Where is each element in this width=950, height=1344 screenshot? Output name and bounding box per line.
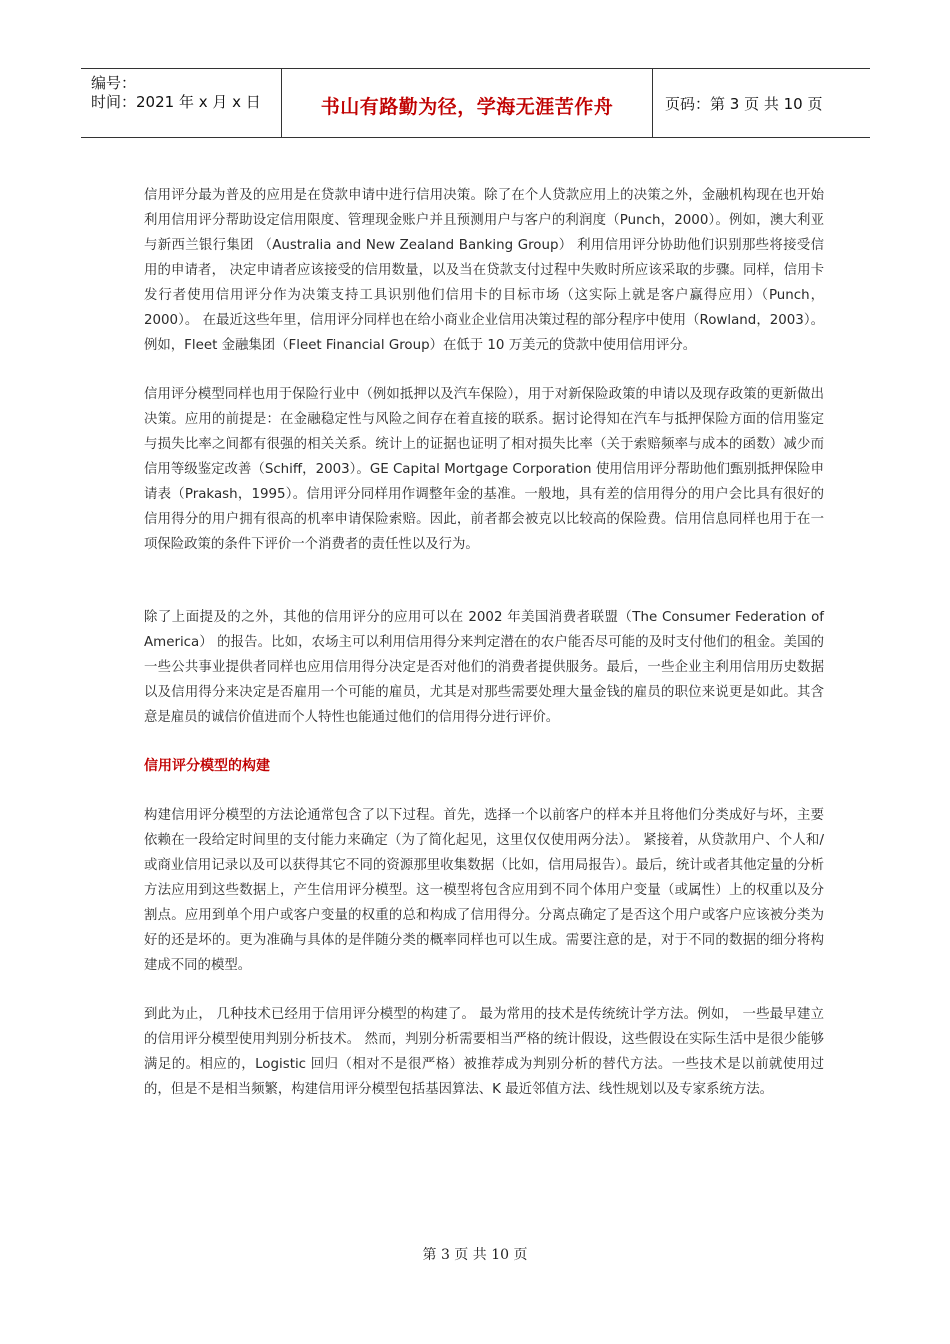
page-footer: 第 3 页 共 10 页	[422, 1247, 528, 1263]
document-time-label: 时间：2021 年 x 月 x 日	[91, 93, 261, 111]
header-page-cell	[653, 69, 870, 137]
document-body	[144, 183, 824, 1102]
paragraph-other-applications: 除了上面提及的之外，其他的信用评分的应用可以在 2002 年美国消费者联盟（The Consumer Federation of America） 的报告。比如，农场主可以利用信用得分来判定潜在的农户能否尽可能的及时支付他们的租金。美国的一些公共事业提供者同样也应用信用得分决定是否对他们的消费者提供服务。最后，一些企业主利用信用历史数据以及信用得分来决定是否雇用一个可能的雇员，尤其是对那些需要处理大量金钱的雇员的职位来说更是如此。其含意是雇员的诚信价值进而个人特性也能通过他们的信用得分进行评价。	[144, 610, 824, 725]
page-header	[81, 68, 870, 138]
paragraph-techniques: 到此为止， 几种技术已经用于信用评分模型的构建了。 最为常用的技术是传统统计学方法。例如， 一些最早建立的信用评分模型使用判别分析技术。 然而，判别分析需要相当严格的统计假设，这些假设在实际生活中是很少能够满足的。相应的，Logistic 回归（相对不是很严格）被推荐成为判别分析的替代方法。一些技术是以前就使用过的，但是不是相当频繁，构建信用评分模型包括基因算法、K 最近邻值方法、线性规划以及专家系统方法。	[144, 1007, 824, 1097]
document-number-label: 编号：	[91, 74, 137, 92]
paragraph-credit-decision: 信用评分最为普及的应用是在贷款申请中进行信用决策。除了在个人贷款应用上的决策之外，金融机构现在也开始利用信用评分帮助设定信用限度、管理现金账户并且预测用户与客户的利润度（Punch，2000）。例如，澳大利亚与新西兰银行集团 （Australia and New Zealand Banking Group） 利用信用评分协助他们识别那些将接受信用的申请者， 决定申请者应该接受的信用数量，以及当在贷款支付过程中失败时所应该采取的步骤。同样，信用卡发行者使用信用评分作为决策支持工具识别他们信用卡的目标市场（这实际上就是客户赢得应用）（Punch，2000）。 在最近这些年里，信用评分同样也在给小商业企业信用决策过程的部分程序中使用（Rowland，2003）。例如，Fleet 金融集团（Fleet Financial Group）在低于 10 万美元的贷款中使用信用评分。	[144, 188, 824, 353]
paragraph-insurance: 信用评分模型同样也用于保险行业中（例如抵押以及汽车保险），用于对新保险政策的申请以及现存政策的更新做出决策。应用的前提是：在金融稳定性与风险之间存在着直接的联系。据讨论得知在汽车与抵押保险方面的信用鉴定与损失比率之间都有很强的相关关系。统计上的证据也证明了相对损失比率（关于索赔频率与成本的函数）减少而信用等级鉴定改善（Schiff，2003）。GE Capital Mortgage Corporation 使用信用评分帮助他们甄别抵押保险申请表（Prakash，1995）。信用评分同样用作调整年金的基准。一般地，具有差的信用得分的用户会比具有很好的信用得分的用户拥有很高的机率申请保险索赔。因此，前者都会被克以比较高的保险费。信用信息同样也用于在一项保险政策的条件下评价一个消费者的责任性以及行为。	[144, 387, 824, 552]
header-page-info: 页码：第 3 页 共 10 页	[665, 95, 823, 113]
header-info-cell	[81, 69, 282, 137]
section-heading: 信用评分模型的构建	[144, 758, 270, 774]
paragraph-methodology: 构建信用评分模型的方法论通常包含了以下过程。首先，选择一个以前客户的样本并且将他们分类成好与坏，主要依赖在一段给定时间里的支付能力来确定（为了简化起见，这里仅仅使用两分法）。 紧接着，从贷款用户、个人和/或商业信用记录以及可以获得其它不同的资源那里收集数据（比如，信用局报告）。最后，统计或者其他定量的分析方法应用到这些数据上，产生信用评分模型。这一模型将包含应用到不同个体用户变量（或属性）上的权重以及分割点。应用到单个用户或客户变量的权重的总和构成了信用得分。分离点确定了是否这个用户或客户应该被分类为好的还是坏的。更为准确与具体的是伴随分类的概率同样也可以生成。需要注意的是，对于不同的数据的细分将构建成不同的模型。	[144, 808, 824, 973]
header-motto-cell	[282, 69, 653, 137]
header-motto: 书山有路勤为径，学海无涯苦作舟	[320, 96, 614, 118]
